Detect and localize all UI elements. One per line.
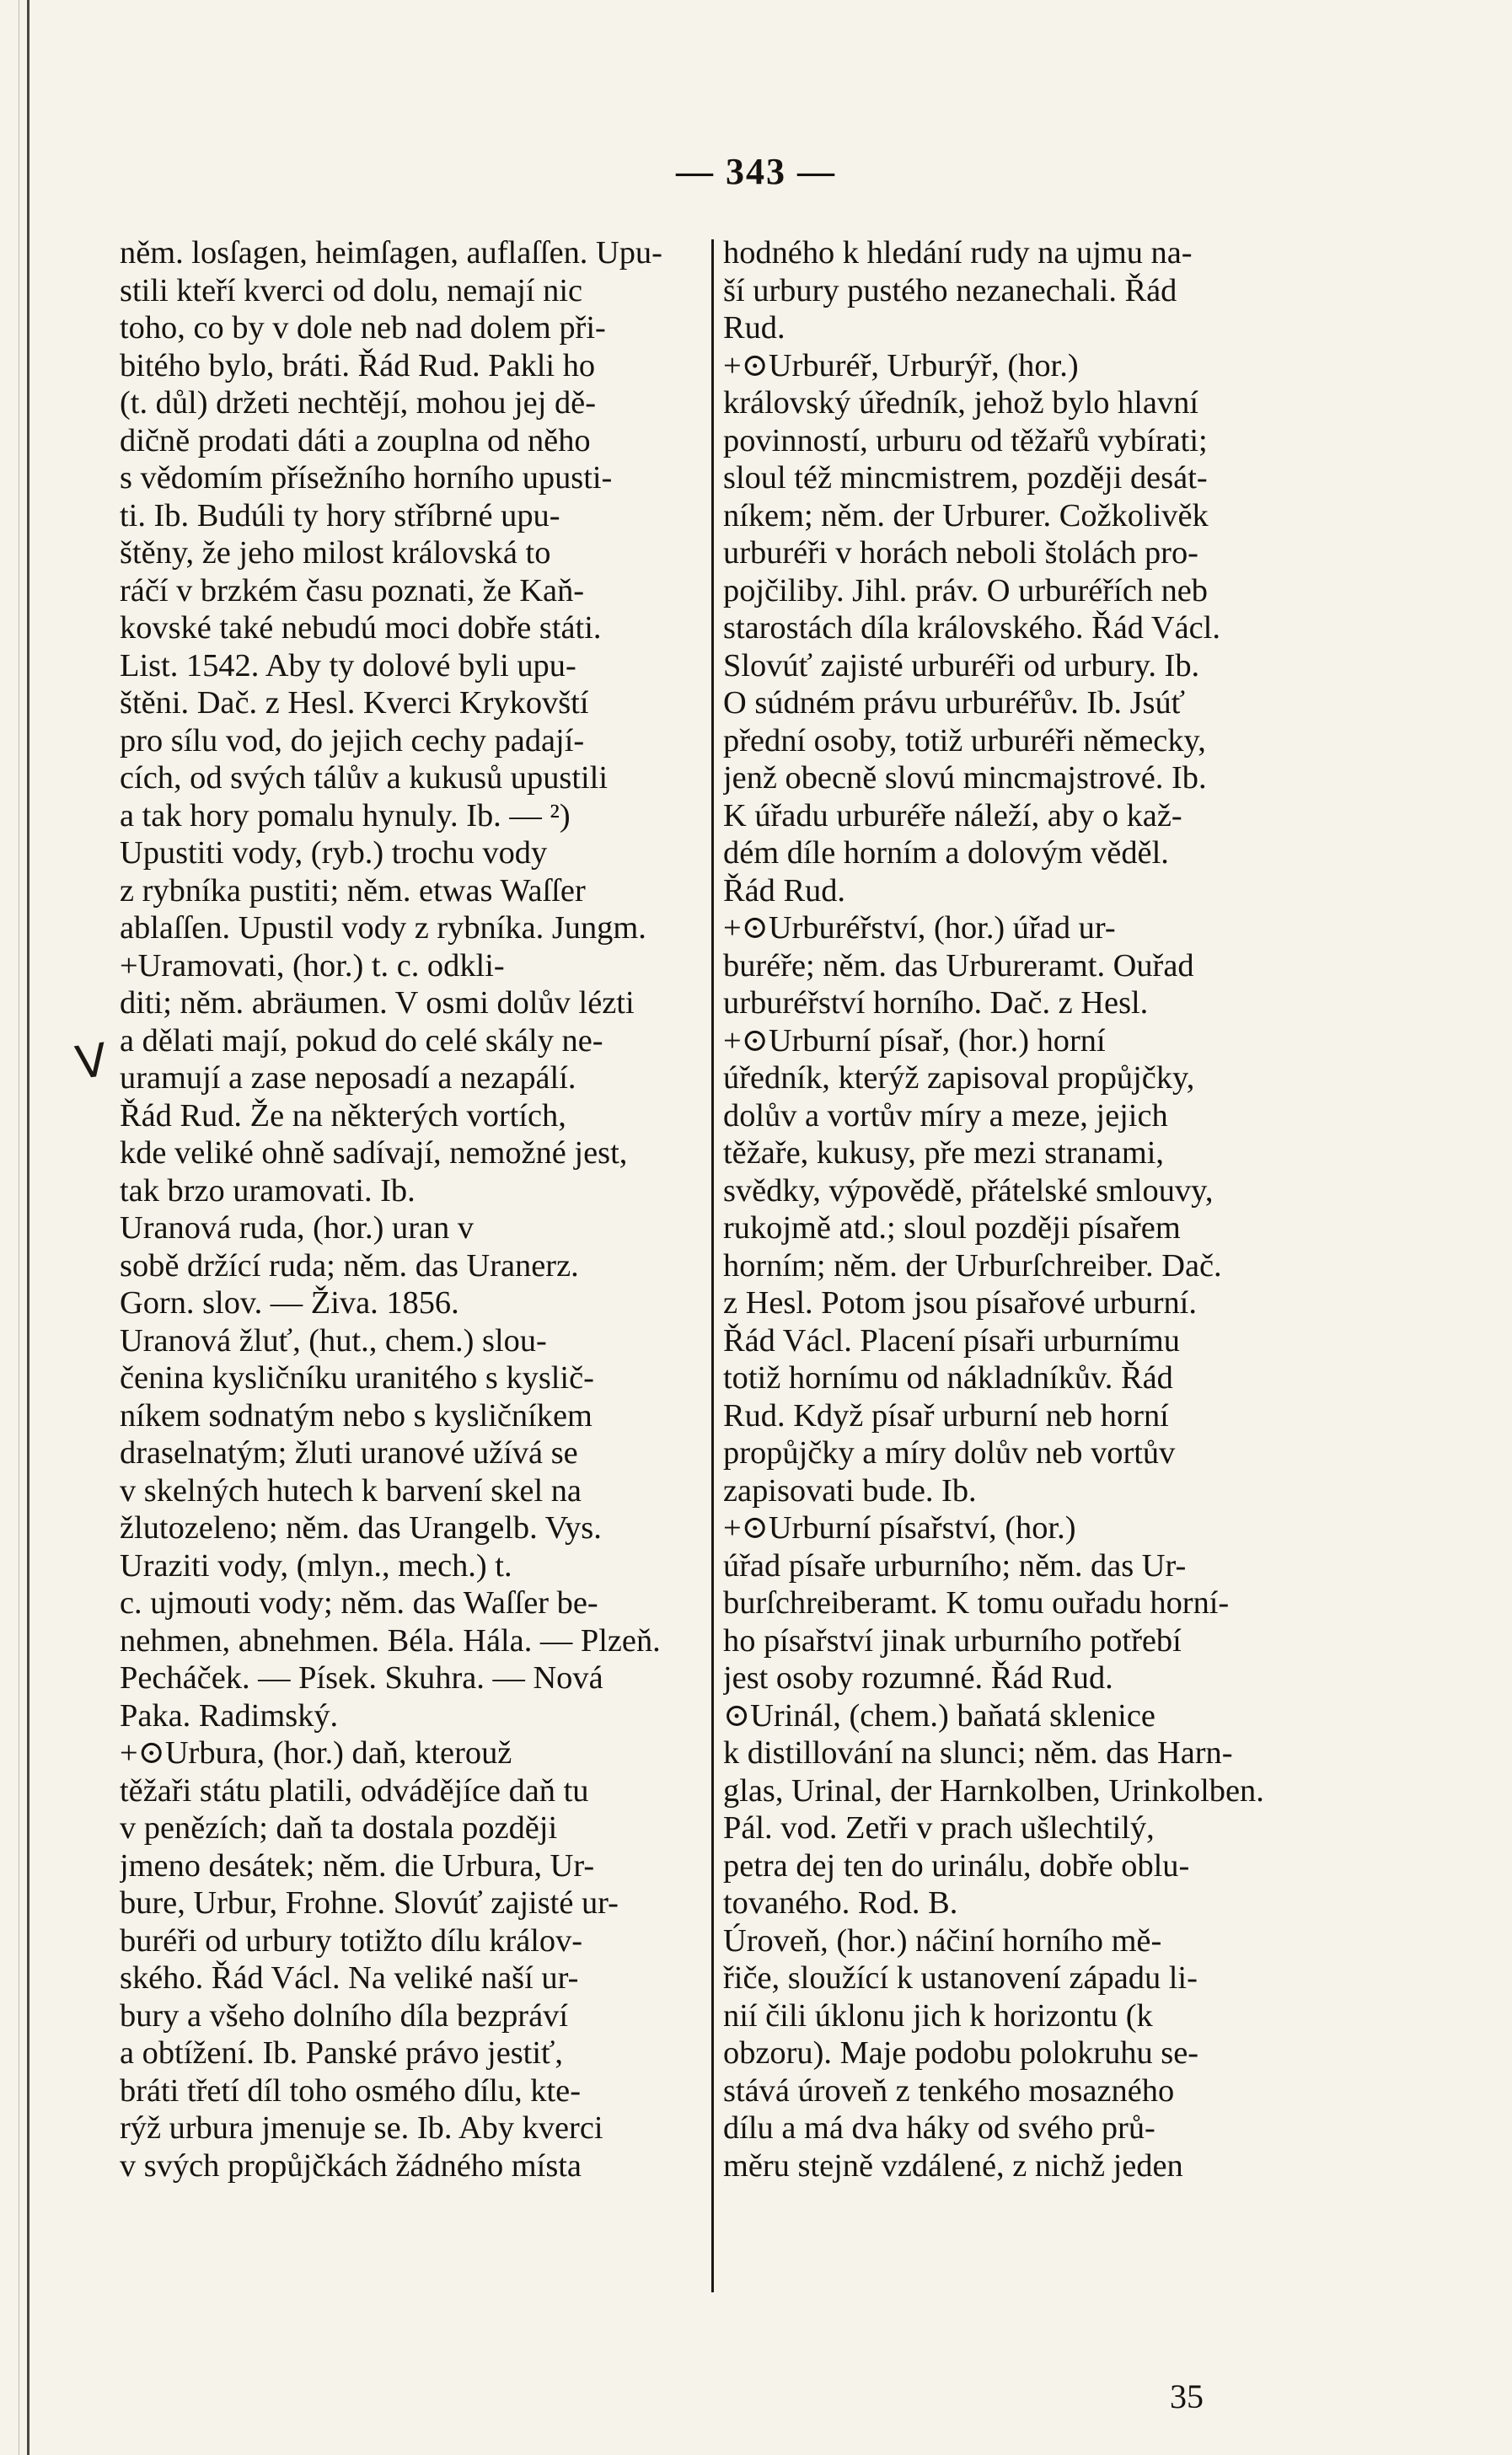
text-line: úřad písaře urburního; něm. das Ur- bbox=[723, 1547, 1187, 1584]
text-line: urburéři v horách neboli štolách pro- bbox=[723, 535, 1198, 571]
text-line: jenž obecně slovú mincmajstrové. Ib. bbox=[723, 760, 1207, 796]
text-line: urburéřství horního. Dač. z Hesl. bbox=[723, 985, 1149, 1021]
text-line: úředník, kterýž zapisoval propůjčky, bbox=[723, 1060, 1195, 1096]
text-line: Pecháček. — Písek. Skuhra. — Nová bbox=[120, 1660, 603, 1696]
text-line: dém díle horním a dolovým věděl. bbox=[723, 835, 1169, 871]
text-line: Slovúť zajisté urburéři od urbury. Ib. bbox=[723, 647, 1200, 683]
text-line: Uraziti vody, (mlyn., mech.) t. bbox=[120, 1547, 512, 1584]
text-line: bure, Urbur, Frohne. Slovúť zajisté ur- bbox=[120, 1885, 619, 1921]
text-line: +⊙Urbura, (hor.) daň, kterouž bbox=[120, 1735, 512, 1771]
text-line: ti. Ib. Budúli ty hory stříbrné upu- bbox=[120, 497, 560, 533]
text-line: povinností, urburu od těžařů vybírati; bbox=[723, 422, 1208, 458]
text-line: pojčiliby. Jihl. práv. O urburéřích neb bbox=[723, 572, 1208, 608]
text-line: zapisovati bude. Ib. bbox=[723, 1472, 977, 1509]
text-line: Upustiti vody, (ryb.) trochu vody bbox=[120, 835, 548, 871]
text-line: bitého bylo, bráti. Řád Rud. Pakli ho bbox=[120, 347, 596, 383]
text-line: totiž hornímu od nákladníkův. Řád bbox=[723, 1360, 1173, 1396]
text-line: ⊙Urinál, (chem.) baňatá sklenice bbox=[723, 1697, 1155, 1734]
text-line: cích, od svých tálův a kukusů upustili bbox=[120, 760, 608, 796]
text-line: nií čili úklonu jich k horizontu (k bbox=[723, 1997, 1153, 2034]
text-line: a dělati mají, pokud do celé skály ne- bbox=[120, 1022, 603, 1059]
text-line: žlutozeleno; něm. das Urangelb. Vys. bbox=[120, 1510, 602, 1546]
text-line: těžaři státu platili, odvádějíce daň tu bbox=[120, 1772, 589, 1809]
text-line: královský úředník, jehož bylo hlavní bbox=[723, 385, 1199, 421]
text-line: +⊙Urburéř, Urburýř, (hor.) bbox=[723, 347, 1079, 383]
text-line: bráti třetí díl toho osmého dílu, kte- bbox=[120, 2072, 581, 2109]
text-line: k distillování na slunci; něm. das Harn- bbox=[723, 1735, 1233, 1771]
text-line: glas, Urinal, der Harnkolben, Urinkolben. bbox=[723, 1772, 1264, 1809]
text-line: stili kteří kverci od dolu, nemají nic bbox=[120, 272, 583, 308]
text-line: Rud. Když písař urburní neb horní bbox=[723, 1397, 1169, 1434]
signature-number: 35 bbox=[1170, 2377, 1204, 2415]
text-line: dolův a vortův míry a meze, jejich bbox=[723, 1097, 1168, 1134]
text-line: c. ujmouti vody; něm. das Waſſer be- bbox=[120, 1585, 598, 1621]
handwritten-margin-mark: V bbox=[72, 1032, 111, 1091]
text-line: uramují a zase neposadí a nezapálí. bbox=[120, 1060, 576, 1096]
text-line: jest osoby rozumné. Řád Rud. bbox=[723, 1660, 1113, 1696]
text-line: Uranová žluť, (hut., chem.) slou- bbox=[120, 1322, 547, 1359]
right-column bbox=[723, 234, 1310, 2184]
text-line: v skelných hutech k barvení skel na bbox=[120, 1472, 582, 1509]
text-line: sloul též mincmistrem, později desát- bbox=[723, 460, 1208, 496]
text-line: bury a všeho dolního díla bezpráví bbox=[120, 1997, 568, 2034]
text-line: buréře; něm. das Urbureramt. Ouřad bbox=[723, 947, 1194, 984]
text-line: stává úroveň z tenkého mosazného bbox=[723, 2072, 1175, 2109]
text-line: řiče, sloužící k ustanovení západu li- bbox=[723, 1960, 1198, 1996]
page-number: — 343 — bbox=[676, 151, 836, 192]
text-line: štěni. Dač. z Hesl. Kverci Krykovští bbox=[120, 685, 589, 721]
text-line: starostách díla královského. Řád Václ. bbox=[723, 610, 1220, 646]
text-line: tak brzo uramovati. Ib. bbox=[120, 1172, 416, 1209]
text-line: buréři od urbury totižto dílu králov- bbox=[120, 1922, 583, 1959]
text-line: ráčí v brzkém času poznati, že Kaň- bbox=[120, 572, 585, 608]
binding-edge bbox=[27, 0, 29, 2455]
text-line: K úřadu urburéře náleží, aby o kaž- bbox=[723, 797, 1182, 834]
text-line: List. 1542. Aby ty dolové byli upu- bbox=[120, 647, 576, 683]
text-line: O súdném právu urburéřův. Ib. Jsúť bbox=[723, 685, 1186, 721]
text-line: z rybníka pustiti; něm. etwas Waſſer bbox=[120, 872, 586, 909]
text-line: čenina kysličníku uranitého s kyslič- bbox=[120, 1360, 594, 1396]
text-line: Gorn. slov. — Živa. 1856. bbox=[120, 1285, 459, 1321]
text-line: kde veliké ohně sadívají, nemožné jest, bbox=[120, 1135, 628, 1171]
text-line: něm. losſagen, heimſagen, auflaſſen. Upu- bbox=[120, 235, 662, 271]
text-line: ablaſſen. Upustil vody z rybníka. Jungm. bbox=[120, 910, 646, 946]
text-line: rýž urbura jmenuje se. Ib. Aby kverci bbox=[120, 2110, 603, 2146]
text-line: propůjčky a míry dolův neb vortův bbox=[723, 1435, 1176, 1471]
text-line: ho písařství jinak urburního potřebí bbox=[723, 1622, 1182, 1659]
text-line: obzoru). Maje podobu polokruhu se- bbox=[723, 2035, 1199, 2071]
text-line: +Uramovati, (hor.) t. c. odkli- bbox=[120, 947, 505, 984]
text-line: a obtížení. Ib. Panské právo jestiť, bbox=[120, 2035, 564, 2071]
text-line: ského. Řád Václ. Na veliké naší ur- bbox=[120, 1960, 579, 1996]
text-line: diti; něm. abräumen. V osmi dolův lézti bbox=[120, 985, 635, 1021]
text-line: Řád Rud. Že na některých vortích, bbox=[120, 1097, 566, 1134]
text-line: pro sílu vod, do jejich cechy padají- bbox=[120, 722, 585, 758]
text-line: měru stejně vzdálené, z nichž jeden bbox=[723, 2147, 1183, 2184]
text-line: Řád Václ. Placení písaři urburnímu bbox=[723, 1322, 1180, 1359]
text-line: hodného k hledání rudy na ujmu na- bbox=[723, 235, 1193, 271]
text-line: v penězích; daň ta dostala později bbox=[120, 1810, 558, 1846]
text-line: draselnatým; žluti uranové užívá se bbox=[120, 1435, 578, 1471]
text-line: níkem sodnatým nebo s kysličníkem bbox=[120, 1397, 592, 1434]
column-divider bbox=[711, 239, 714, 2292]
text-line: níkem; něm. der Urburer. Cožkolivěk bbox=[723, 497, 1209, 533]
text-line: +⊙Urburní písařství, (hor.) bbox=[723, 1510, 1076, 1546]
text-line: rukojmě atd.; sloul později písařem bbox=[723, 1210, 1181, 1246]
text-line: v svých propůjčkách žádného místa bbox=[120, 2147, 582, 2184]
text-line: dičně prodati dáti a zouplna od něho bbox=[120, 422, 591, 458]
text-line: štěny, že jeho milost královská to bbox=[120, 535, 551, 571]
text-line: jmeno desátek; něm. die Urbura, Ur- bbox=[120, 1847, 595, 1884]
text-line: Pál. vod. Zetři v prach ušlechtilý, bbox=[723, 1810, 1155, 1846]
text-line: Paka. Radimský. bbox=[120, 1697, 339, 1734]
text-line: ší urbury pustého nezanechali. Řád bbox=[723, 272, 1177, 308]
text-line: horním; něm. der Urburſchreiber. Dač. bbox=[723, 1247, 1222, 1284]
text-line: z Hesl. Potom jsou písařové urburní. bbox=[723, 1285, 1197, 1321]
text-line: +⊙Urburní písař, (hor.) horní bbox=[723, 1022, 1106, 1059]
text-line: nehmen, abnehmen. Béla. Hála. — Plzeň. bbox=[120, 1622, 661, 1659]
text-line: těžaře, kukusy, pře mezi stranami, bbox=[723, 1135, 1165, 1171]
text-line: přední osoby, totiž urburéři německy, bbox=[723, 722, 1206, 758]
text-line: Řád Rud. bbox=[723, 872, 846, 909]
text-line: tovaného. Rod. B. bbox=[723, 1885, 958, 1921]
text-line: Úroveň, (hor.) náčiní horního mě- bbox=[723, 1922, 1162, 1959]
left-column bbox=[120, 234, 700, 2184]
text-line: petra dej ten do urinálu, dobře oblu- bbox=[723, 1847, 1190, 1884]
text-line: +⊙Urburéřství, (hor.) úřad ur- bbox=[723, 910, 1116, 946]
text-line: s vědomím přísežního horního upusti- bbox=[120, 460, 613, 496]
text-line: dílu a má dva háky od svého prů- bbox=[723, 2110, 1155, 2146]
text-line: svědky, výpovědě, přátelské smlouvy, bbox=[723, 1172, 1214, 1209]
text-line: (t. důl) držeti nechtějí, mohou jej dě- bbox=[120, 385, 597, 421]
text-line: burſchreiberamt. K tomu ouřadu horní- bbox=[723, 1585, 1230, 1621]
text-line: kovské také nebudú moci dobře státi. bbox=[120, 610, 602, 646]
text-line: a tak hory pomalu hynuly. Ib. — ²) bbox=[120, 797, 571, 834]
text-line: sobě držící ruda; něm. das Uranerz. bbox=[120, 1247, 579, 1284]
text-line: toho, co by v dole neb nad dolem při- bbox=[120, 310, 606, 346]
text-line: Uranová ruda, (hor.) uran v bbox=[120, 1210, 475, 1246]
text-line: Rud. bbox=[723, 310, 785, 346]
